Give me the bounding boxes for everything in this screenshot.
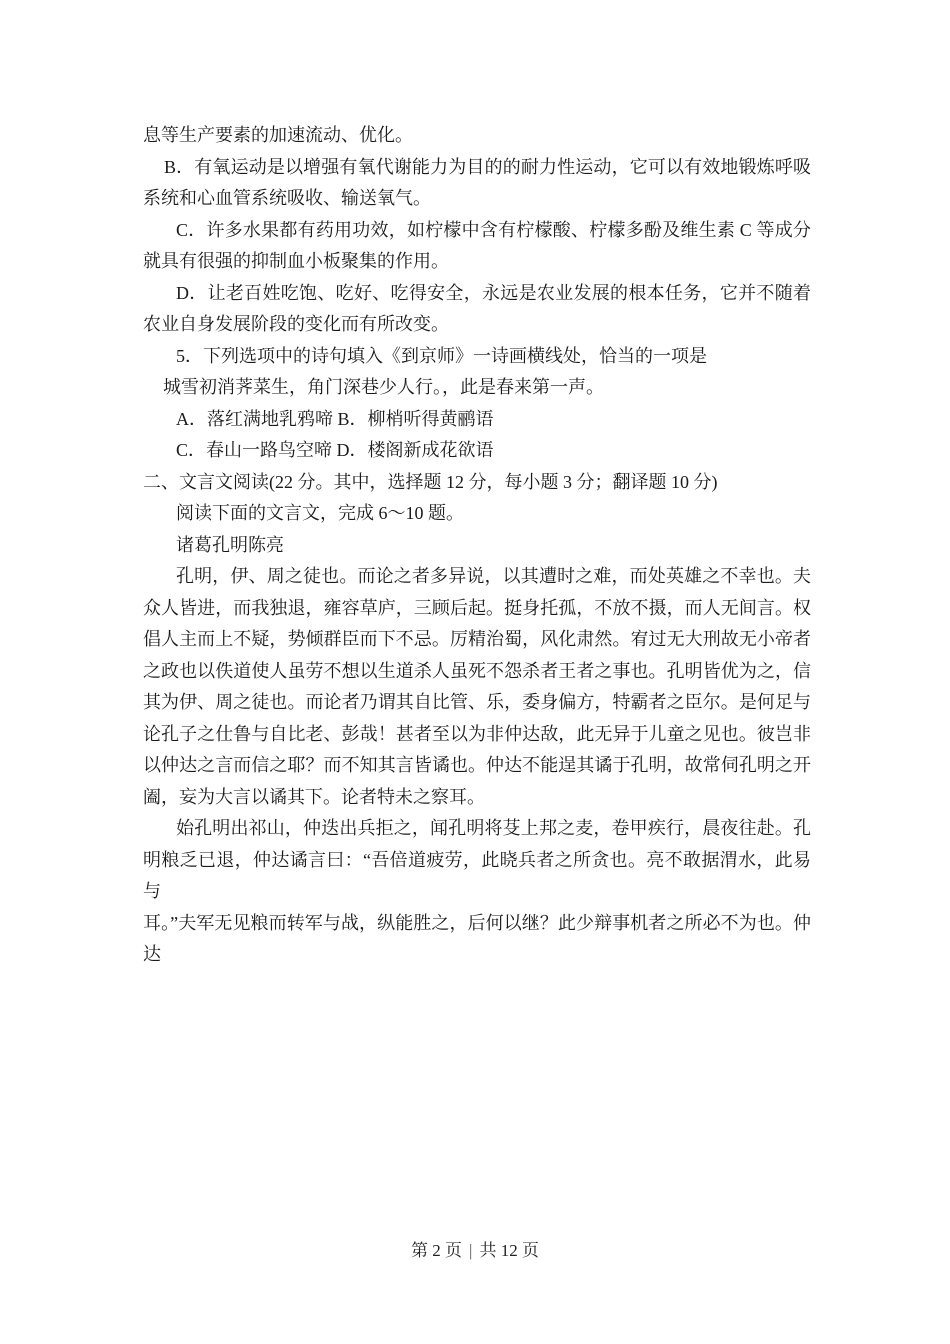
question-5-stem: 5．下列选项中的诗句填入《到京师》一诗画横线处，恰当的一项是 <box>176 345 707 366</box>
passage-paragraph: 孔明，伊、周之徒也。而论之者多异说，以其遭时之难，而处英雄之不幸也。夫众人皆进，而我独退，雍容草庐，三顾后起。挺身托孤，不放不摄，而人无间言。权倡人主而上不疑，势倾群臣而下不忌。厉精治蜀，风化肃然。宥过无大刑故无小帝者之政也以佚道使人虽劳不想以生道杀人虽死不怨杀者王者之事也。孔明皆优为之，信其为伊、周之徒也。而论者乃谓其自比管、乐，委身偏方，特霸者之臣尔。是何足与论孔子之仕鲁与自比老、彭哉！甚者至以为非仲达敌，此无异于儿童之见也。彼岂非以仲达之言而信之耶？而不知其言皆谲也。仲达不能逞其谲于孔明，故常伺孔明之开阖，妄为大言以谲其下。论者特未之察耳。 <box>143 566 811 807</box>
question-5-options-cd: C．春山一路鸟空啼 D．楼阁新成花欲语 <box>176 440 494 460</box>
section-heading: 二、文言文阅读(22 分。其中，选择题 12 分，每小题 3 分；翻译题 10 分) <box>143 471 718 492</box>
question-5-options-ab: A．落红满地乳鸦啼 B．柳梢听得黄鹂语 <box>176 408 494 429</box>
page-number: 第 2 页 <box>411 1241 463 1260</box>
option-c-paragraph: C．许多水果都有药用功效，如柠檬中含有柠檬酸、柠檬多酚及维生素 C 等成分就具有很强的抑制血小板聚集的作用。 <box>143 219 811 271</box>
passage-paragraph: 始孔明出祁山，仲迭出兵拒之，闻孔明将芟上邦之麦，卷甲疾行，晨夜往赴。孔明粮乏已退，仲达谲言曰：“吾倍道疲劳，此晓兵者之所贪也。亮不敢据渭水，此易与 <box>143 818 811 901</box>
passage-title: 诸葛孔明陈亮 <box>176 534 284 555</box>
passage-paragraph: 耳。”夫军无见粮而转军与战，纵能胜之，后何以继？此少辩事机者之所必不为也。仲达 <box>143 912 811 964</box>
footer-separator: | <box>469 1241 473 1260</box>
option-d-paragraph: D．让老百姓吃饱、吃好、吃得安全，永远是农业发展的根本任务，它并不随着农业自身发展阶段的变化而有所改变。 <box>143 282 811 334</box>
document-body <box>143 120 811 971</box>
reading-instruction: 阅读下面的文言文，完成 6～10 题。 <box>176 503 464 523</box>
option-b-paragraph: B．有氧运动是以增强有氧代谢能力为目的的耐力性运动，它可以有效地锻炼呼吸系统和心血管系统吸收、输送氧气。 <box>143 156 811 208</box>
continuation-line: 息等生产要素的加速流动、优化。 <box>143 125 413 145</box>
page-footer <box>0 1240 950 1262</box>
question-5-poem: 城雪初消荠菜生，角门深巷少人行。，此是春来第一声。 <box>163 377 604 397</box>
total-pages: 共 12 页 <box>479 1241 539 1260</box>
